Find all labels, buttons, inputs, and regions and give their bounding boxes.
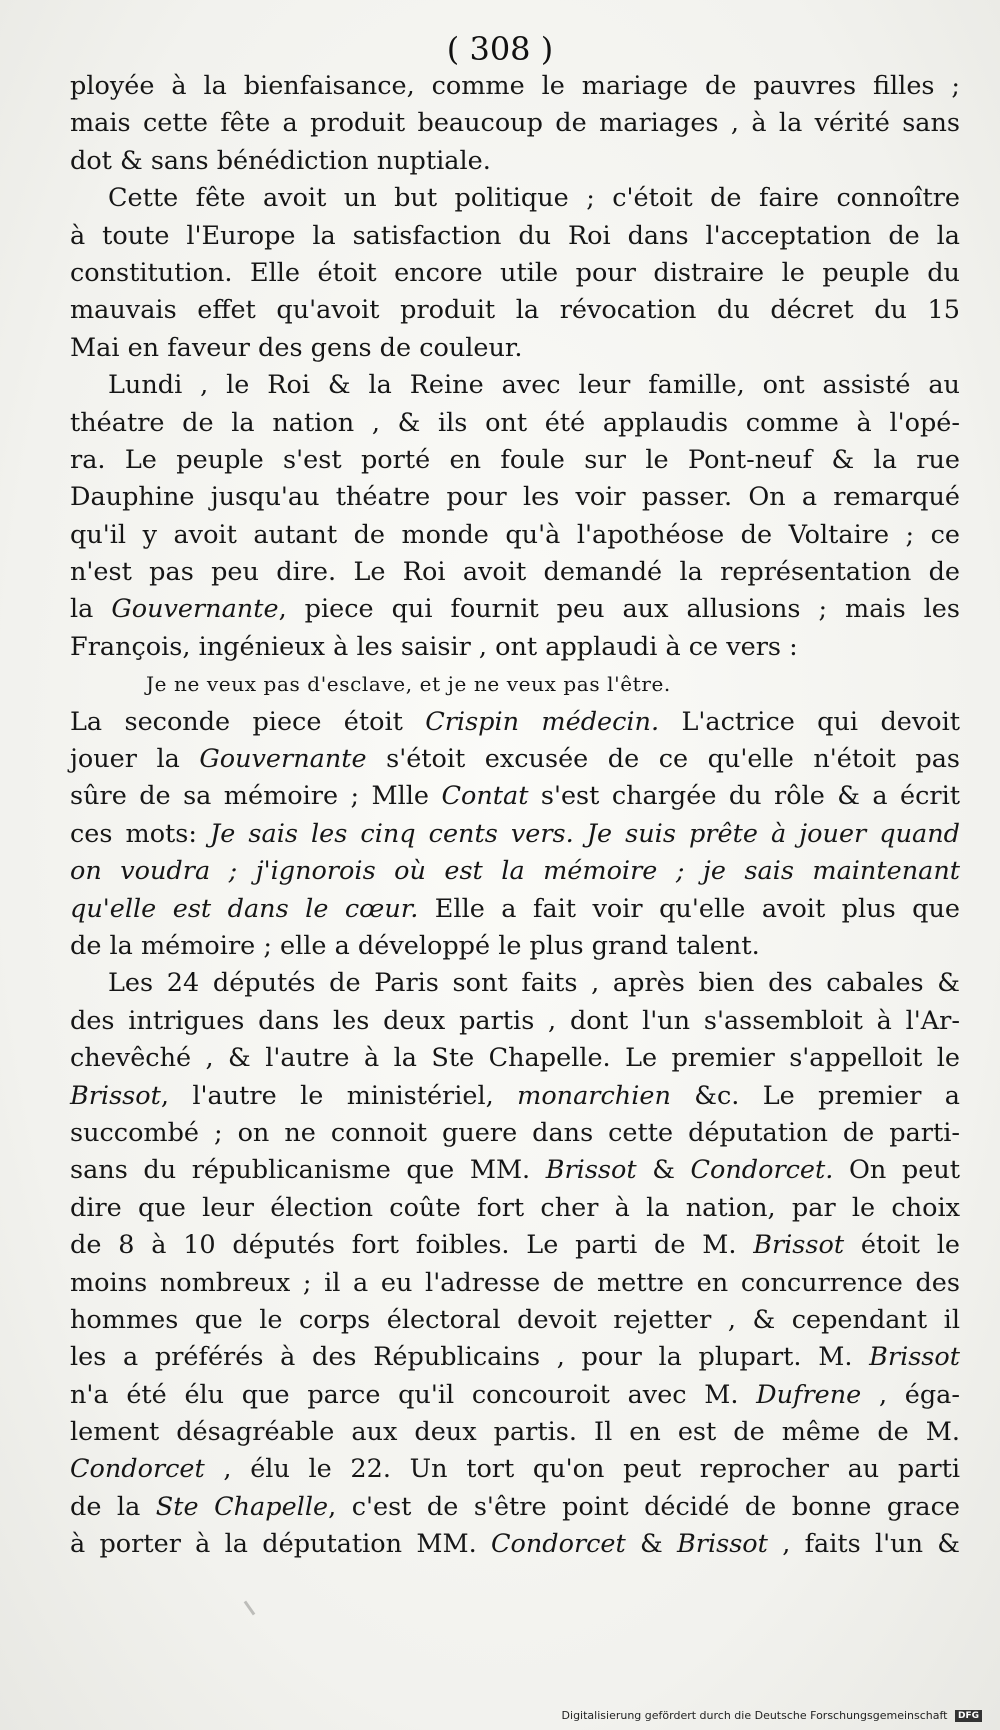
italic-text-segment: Brissot	[677, 1529, 768, 1560]
text-line	[70, 1414, 960, 1451]
text-line	[70, 180, 960, 217]
text-line	[70, 965, 960, 1002]
text-line	[70, 1526, 960, 1563]
italic-text-segment: Dufrene	[756, 1379, 862, 1410]
italic-text-segment: Gouvernante	[199, 744, 367, 775]
text-segment: théatre de la nation , & ils ont été applaudis comme à l'opé-	[70, 407, 960, 438]
text-segment: , élu le 22. Un tort qu'on peut reprocher au parti	[204, 1454, 960, 1485]
italic-text-segment: on voudra ; j'ignorois où est la mémoire ; je sais maintenant	[70, 856, 960, 887]
text-segment: chevêché , & l'autre à la Ste Chapelle. Le premier s'appelloit le	[70, 1043, 960, 1074]
text-line	[70, 255, 960, 292]
italic-text-segment: Condorcet	[70, 1454, 205, 1485]
text-segment: , éga-	[861, 1379, 960, 1410]
text-segment: dire que leur élection coûte fort cher à la nation, par le choix	[70, 1192, 960, 1223]
text-line	[70, 853, 960, 890]
text-segment: Les 24 députés de Paris sont faits , après bien des cabales &	[108, 968, 960, 999]
text-segment: constitution. Elle étoit encore utile pour distraire le peuple du	[70, 257, 960, 288]
italic-text-segment: Gouvernante	[111, 594, 279, 625]
text-line	[70, 629, 960, 666]
text-segment: , piece qui fournit peu aux allusions ; mais les	[278, 594, 960, 625]
text-segment: ra. Le peuple s'est porté en foule sur le Pont-neuf & la rue	[70, 444, 960, 475]
text-segment: Je ne veux pas d'esclave, et je ne veux pas l'être.	[146, 672, 671, 697]
text-segment: &	[625, 1529, 678, 1560]
text-segment: sans du républicanisme que MM.	[70, 1155, 546, 1186]
text-segment: François, ingénieux à les saisir , ont applaudi à ce vers :	[70, 631, 798, 662]
text-line	[70, 554, 960, 591]
text-segment: ployée à la bienfaisance, comme le mariage de pauvres filles ;	[70, 71, 960, 101]
text-line	[70, 1190, 960, 1227]
text-segment: moins nombreux ; il a eu l'adresse de mettre en concurrence des	[70, 1267, 960, 1298]
text-line	[70, 1078, 960, 1115]
text-segment: n'a été élu que parce qu'il concouroit avec M.	[70, 1379, 757, 1410]
text-segment: , faits l'un &	[767, 1529, 960, 1560]
text-segment: qu'il y avoit autant de monde qu'à l'apothéose de Voltaire ; ce	[70, 519, 960, 550]
text-segment: Dauphine jusqu'au théatre pour les voir passer. On a remarqué	[70, 482, 960, 513]
italic-text-segment: monarchien	[517, 1080, 671, 1111]
text-segment: , c'est de s'être point décidé de bonne grace	[328, 1491, 960, 1522]
text-line	[70, 928, 960, 965]
digitization-credit	[562, 1709, 982, 1722]
text-segment: succombé ; on ne connoit guere dans cette députation de parti-	[70, 1117, 960, 1148]
text-segment: Lundi , le Roi & la Reine avec leur famille, ont assisté au	[108, 370, 960, 401]
text-line	[70, 105, 960, 142]
text-line	[70, 1339, 960, 1376]
text-segment: hommes que le corps électoral devoit rejetter , & cependant il	[70, 1304, 960, 1335]
text-line	[70, 517, 960, 554]
text-segment: sûre de sa mémoire ; Mlle	[70, 781, 442, 812]
italic-text-segment: Condorcet.	[690, 1155, 834, 1186]
text-segment: ces mots:	[70, 818, 211, 849]
text-line	[70, 1302, 960, 1339]
text-segment: de 8 à 10 députés fort foibles. Le parti de M.	[70, 1230, 754, 1261]
italic-text-segment: Condorcet	[490, 1529, 626, 1560]
text-line	[70, 1227, 960, 1264]
text-segment: L'actrice qui devoit	[659, 706, 961, 737]
italic-text-segment: Contat	[441, 781, 529, 812]
text-segment: La seconde piece étoit	[70, 706, 426, 737]
text-segment: des intrigues dans les deux partis , dont l'un s'assembloit à l'Ar-	[70, 1005, 960, 1036]
text-line	[70, 816, 960, 853]
italic-text-segment: Brissot	[545, 1155, 637, 1186]
ink-smudge	[244, 1601, 256, 1616]
text-line	[70, 1115, 960, 1152]
text-segment: lement désagréable aux deux partis. Il en est de même de M.	[70, 1417, 960, 1448]
text-line	[70, 891, 960, 928]
text-segment: jouer la	[70, 744, 200, 775]
text-segment: s'est chargée du rôle & a écrit	[528, 781, 960, 812]
text-segment: mais cette fête a produit beaucoup de mariages , à la vérité sans	[70, 108, 960, 139]
italic-text-segment: qu'elle est dans le cœur.	[70, 893, 419, 924]
text-line	[70, 1003, 960, 1040]
text-segment: mauvais effet qu'avoit produit la révocation du décret du 15	[70, 295, 960, 326]
text-line	[70, 442, 960, 479]
text-segment: Mai en faveur des gens de couleur.	[70, 332, 523, 363]
text-line	[70, 1152, 960, 1189]
text-line	[70, 479, 960, 516]
text-line	[70, 1377, 960, 1414]
text-segment: &	[636, 1155, 691, 1186]
text-segment: On peut	[833, 1155, 960, 1186]
text-segment: , l'autre le ministériel,	[160, 1080, 518, 1111]
text-line	[70, 218, 960, 255]
italic-text-segment: Ste Chapelle	[155, 1491, 329, 1522]
body-text	[70, 68, 960, 1564]
text-segment: à porter à la députation MM.	[70, 1529, 491, 1560]
text-line	[70, 1489, 960, 1526]
text-segment: &c. Le premier a	[670, 1080, 960, 1111]
text-segment: de la mémoire ; elle a développé le plus grand talent.	[70, 930, 760, 961]
text-segment: à toute l'Europe la satisfaction du Roi dans l'acceptation de la	[70, 220, 960, 251]
page-number: ( 308 )	[446, 30, 554, 68]
text-line	[70, 741, 960, 778]
credit-text: Digitalisierung gefördert durch die Deutsche Forschungsgemeinschaft	[561, 1709, 948, 1722]
text-line	[70, 778, 960, 815]
italic-text-segment: Je sais les cinq cents vers. Je suis prête à jouer quand	[210, 818, 960, 849]
verse-quote-line	[70, 666, 960, 703]
text-segment: la	[70, 594, 112, 625]
text-line	[70, 68, 960, 105]
italic-text-segment: Crispin médecin.	[425, 706, 660, 737]
text-segment: de la	[70, 1491, 156, 1522]
text-segment: les a préférés à des Républicains , pour la plupart. M.	[70, 1342, 870, 1373]
italic-text-segment: Brissot	[70, 1080, 161, 1111]
text-line	[70, 330, 960, 367]
text-segment: étoit le	[844, 1230, 960, 1261]
text-segment: s'étoit excusée de ce qu'elle n'étoit pas	[366, 744, 960, 775]
dfg-logo-badge: DFG	[955, 1710, 982, 1722]
text-segment: n'est pas peu dire. Le Roi avoit demandé la représentation de	[70, 557, 960, 588]
text-segment: Cette fête avoit un but politique ; c'étoit de faire connoître	[108, 183, 960, 214]
text-line	[70, 405, 960, 442]
italic-text-segment: Brissot	[753, 1230, 845, 1261]
text-line	[70, 704, 960, 741]
text-line	[70, 292, 960, 329]
text-segment: Elle a fait voir qu'elle avoit plus que	[418, 893, 960, 924]
text-segment: dot & sans bénédiction nuptiale.	[70, 145, 491, 176]
text-line	[70, 1040, 960, 1077]
text-line	[70, 367, 960, 404]
text-line	[70, 143, 960, 180]
italic-text-segment: Brissot	[869, 1342, 960, 1373]
text-line	[70, 1451, 960, 1488]
text-line	[70, 1265, 960, 1302]
text-line	[70, 591, 960, 628]
